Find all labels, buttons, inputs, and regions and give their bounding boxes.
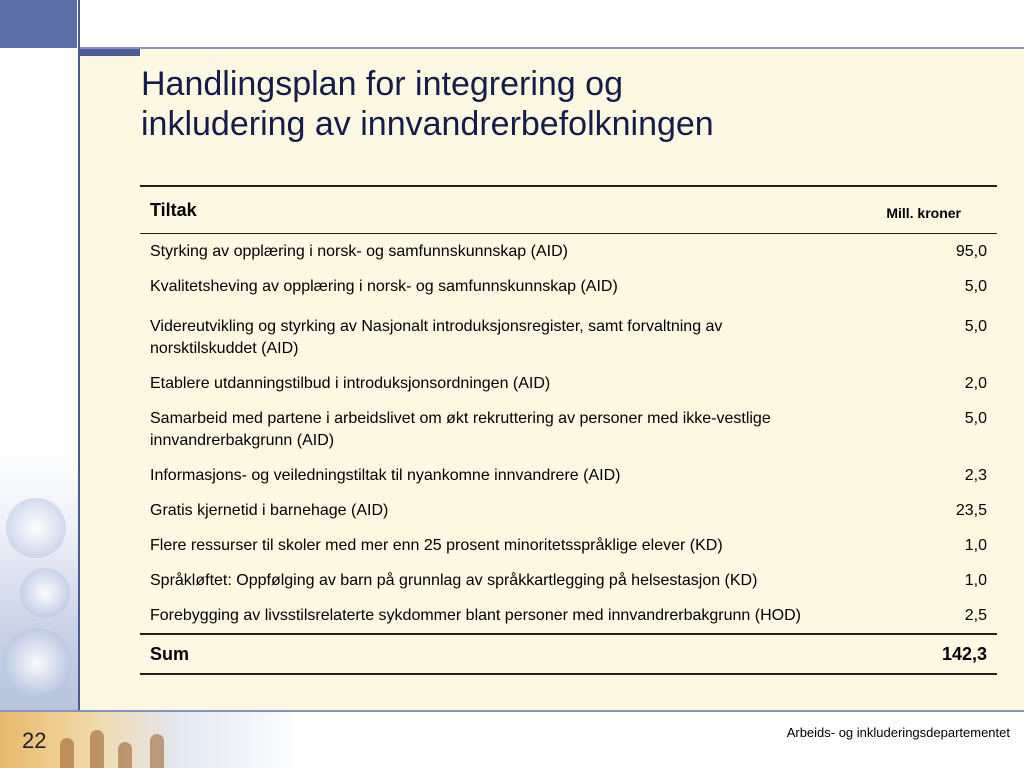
page-number: 22 bbox=[22, 728, 47, 753]
table-row bbox=[140, 598, 997, 634]
total-label: Sum bbox=[150, 643, 190, 664]
left-photo-collage bbox=[0, 48, 78, 712]
slide-title-line-1: Handlingsplan for integrering og bbox=[141, 65, 623, 103]
table-row bbox=[140, 563, 997, 598]
row-amount: 95,0 bbox=[955, 243, 987, 260]
row-amount: 5,0 bbox=[964, 278, 987, 295]
top-divider bbox=[80, 47, 1024, 49]
budget-table bbox=[140, 185, 997, 675]
row-amount: 1,0 bbox=[964, 572, 987, 589]
row-measure: Informasjons- og veiledningstiltak til nyankomne innvandrere (AID) bbox=[150, 467, 621, 484]
row-amount: 2,0 bbox=[964, 375, 987, 392]
table-row bbox=[140, 269, 997, 304]
corner-block bbox=[0, 0, 77, 48]
row-measure: Styrking av opplæring i norsk- og samfunnskunnskap (AID) bbox=[150, 243, 568, 260]
table-row bbox=[140, 528, 997, 563]
row-measure: Etablere utdanningstilbud i introduksjonsordningen (AID) bbox=[150, 375, 551, 392]
row-measure: Samarbeid med partene i arbeidslivet om økt rekruttering av personer med ikke-vestlige innvandrerbakgrunn (AID) bbox=[150, 410, 771, 449]
footer-department: Arbeids- og inkluderingsdepartementet bbox=[786, 725, 1010, 740]
total-amount: 142,3 bbox=[941, 643, 987, 664]
row-amount: 23,5 bbox=[955, 502, 987, 519]
row-measure: Kvalitetsheving av opplæring i norsk- og samfunnskunnskap (AID) bbox=[150, 278, 618, 295]
row-amount: 2,5 bbox=[964, 607, 987, 624]
table-total-row bbox=[140, 634, 997, 674]
table-row bbox=[140, 458, 997, 493]
vertical-divider bbox=[78, 0, 80, 712]
slide-title bbox=[141, 64, 1001, 144]
table-row bbox=[140, 304, 997, 366]
header-measure: Tiltak bbox=[150, 199, 197, 220]
row-measure: Flere ressurser til skoler med mer enn 25 prosent minoritetsspråklige elever (KD) bbox=[150, 537, 723, 554]
table-row bbox=[140, 493, 997, 528]
table-header-row bbox=[140, 186, 997, 234]
row-amount: 2,3 bbox=[964, 467, 987, 484]
row-amount: 5,0 bbox=[964, 318, 987, 335]
row-measure: Videreutvikling og styrking av Nasjonalt introduksjonsregister, samt forvaltning av norsktilskuddet (AID) bbox=[150, 318, 723, 357]
header-amount: Mill. kroner bbox=[886, 205, 961, 221]
table-row bbox=[140, 401, 997, 458]
table-row bbox=[140, 366, 997, 401]
table-row bbox=[140, 234, 997, 270]
row-measure: Språkløftet: Oppfølging av barn på grunnlag av språkkartlegging på helsestasjon (KD) bbox=[150, 572, 758, 589]
row-measure: Forebygging av livsstilsrelaterte sykdommer blant personer med innvandrerbakgrunn (HOD) bbox=[150, 607, 801, 624]
title-accent-bar bbox=[80, 49, 140, 56]
row-amount: 5,0 bbox=[964, 410, 987, 427]
row-measure: Gratis kjernetid i barnehage (AID) bbox=[150, 502, 389, 519]
slide-title-line-2: inkludering av innvandrerbefolkningen bbox=[141, 105, 714, 143]
row-amount: 1,0 bbox=[964, 537, 987, 554]
